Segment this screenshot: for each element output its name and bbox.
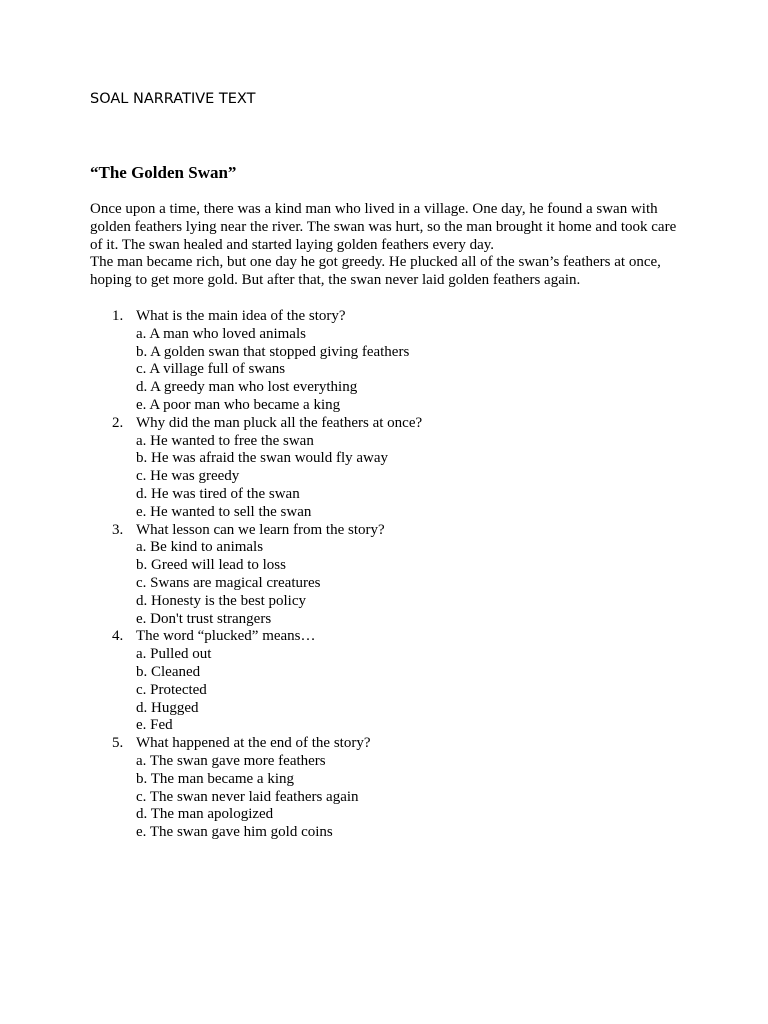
answer-option: e. Don't trust strangers — [136, 610, 272, 627]
answer-option: c. Protected — [136, 681, 207, 698]
document-heading: SOAL NARRATIVE TEXT — [90, 91, 256, 107]
answer-option: a. Pulled out — [136, 646, 212, 663]
question-text: What lesson can we learn from the story? — [136, 521, 385, 538]
story-title: “The Golden Swan” — [90, 163, 237, 182]
question-item — [90, 308, 680, 415]
answer-option: e. The swan gave him gold coins — [136, 824, 333, 841]
story-paragraph: The man became rich, but one day he got greedy. He plucked all of the swan’s feathers at once, hoping to get more gold. But after that, the swan never laid golden feathers again. — [90, 254, 661, 289]
answer-option: e. A poor man who became a king — [136, 396, 341, 413]
answer-option: d. Honesty is the best policy — [136, 592, 306, 609]
question-number: 1. — [112, 308, 124, 324]
answer-option: b. Greed will lead to loss — [136, 557, 286, 574]
answer-option: c. He was greedy — [136, 468, 240, 485]
question-number: 5. — [112, 735, 124, 752]
answer-option: d. A greedy man who lost everything — [136, 379, 358, 396]
answer-option: e. He wanted to sell the swan — [136, 503, 312, 520]
answer-option: b. The man became a king — [136, 770, 294, 787]
story-text — [90, 201, 680, 290]
question-item — [90, 522, 680, 629]
answer-option: b. Cleaned — [136, 663, 201, 680]
question-text: The word “plucked” means… — [136, 628, 316, 645]
question-number: 4. — [112, 628, 124, 645]
answer-option: a. The swan gave more feathers — [136, 752, 326, 769]
question-text: What is the main idea of the story? — [136, 308, 346, 324]
question-item — [90, 735, 680, 842]
answer-option: e. Fed — [136, 717, 173, 734]
answer-option: a. A man who loved animals — [136, 325, 306, 342]
question-list — [90, 308, 680, 842]
answer-option: c. Swans are magical creatures — [136, 574, 321, 591]
question-text: Why did the man pluck all the feathers at once? — [136, 414, 423, 431]
question-number: 2. — [112, 414, 124, 431]
question-text: What happened at the end of the story? — [136, 735, 371, 752]
answer-option: c. The swan never laid feathers again — [136, 788, 359, 805]
answer-option: c. A village full of swans — [136, 361, 286, 378]
answer-option: d. He was tired of the swan — [136, 485, 300, 502]
answer-option: b. A golden swan that stopped giving feathers — [136, 343, 410, 360]
question-number: 3. — [112, 521, 124, 538]
answer-option: b. He was afraid the swan would fly away — [136, 450, 389, 467]
answer-option: d. The man apologized — [136, 806, 274, 823]
answer-option: a. He wanted to free the swan — [136, 432, 314, 449]
story-paragraph: Once upon a time, there was a kind man who lived in a village. One day, he found a swan with golden feathers lying near the river. The swan was hurt, so the man brought it home and took care of it. The swan healed and started laying golden feathers every day. — [90, 201, 677, 253]
question-item — [90, 628, 680, 735]
answer-option: a. Be kind to animals — [136, 539, 264, 556]
question-item — [90, 415, 680, 522]
answer-option: d. Hugged — [136, 699, 199, 716]
